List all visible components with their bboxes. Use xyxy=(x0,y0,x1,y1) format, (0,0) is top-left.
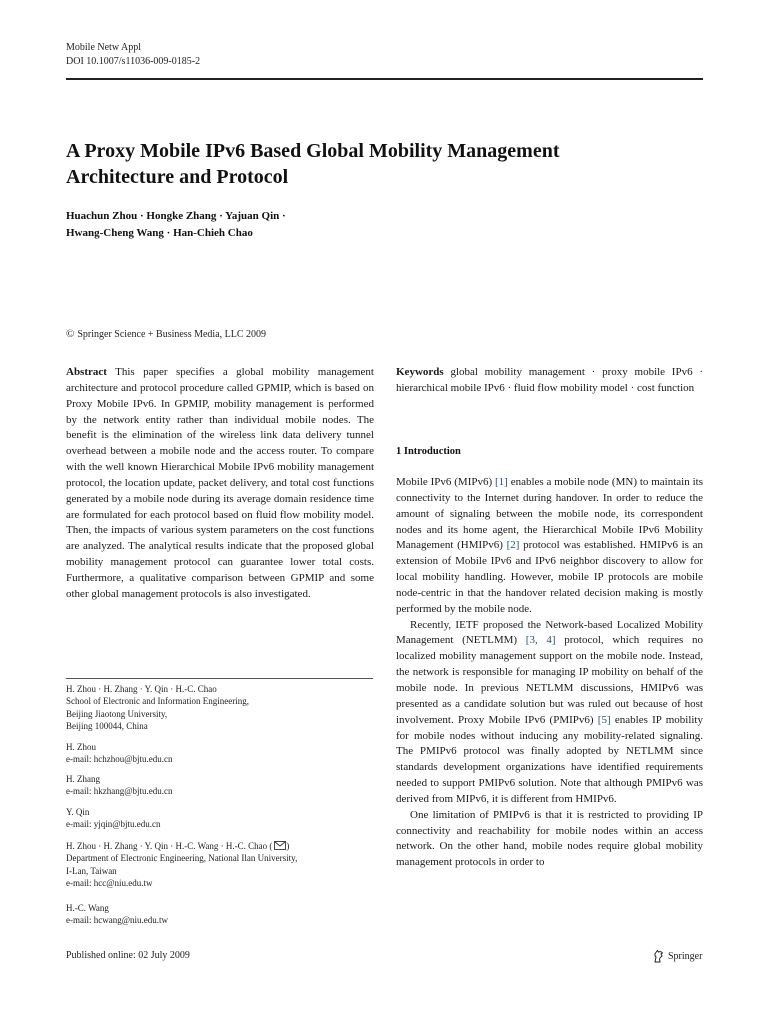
keywords-label: Keywords xyxy=(396,366,444,378)
header-rule xyxy=(66,78,703,80)
copyright-text: Springer Science + Business Media, LLC 2009 xyxy=(77,329,267,340)
section-title-introduction: 1 Introduction xyxy=(396,446,461,457)
affiliation-1 xyxy=(66,683,386,733)
affiliation-names-close: ) xyxy=(286,841,290,851)
email-link[interactable]: e-mail: hcwang@niu.edu.tw xyxy=(66,915,169,926)
doi: DOI 10.1007/s11036-009-0185-2 xyxy=(66,56,201,67)
affiliation-name: H.-C. Wang xyxy=(66,903,109,913)
title-line-1: A Proxy Mobile IPv6 Based Global Mobility Management xyxy=(66,140,560,162)
affiliation-line: School of Electronic and Information Engineering, xyxy=(66,696,249,707)
affiliation-5 xyxy=(66,840,386,890)
springer-horse-icon xyxy=(652,949,665,963)
affiliation-line: Department of Electronic Engineering, National Ilan University, xyxy=(66,853,298,864)
affiliation-name: Y. Qin xyxy=(66,807,90,817)
citation-link[interactable]: [1] xyxy=(495,476,508,488)
intro-p2-text-c: enables IP mobility for mobile nodes without inducing any mobility-related signaling. The PMIPv6 protocol was finally adopted by NETLMM since standards development organizations have identified requirements needed to support PMIPv6 solution. Note that although PMIPv6 was derived from MIPv6, it is different from HMIPv6. xyxy=(396,713,703,805)
email-link[interactable]: e-mail: hcc@niu.edu.tw xyxy=(66,878,153,889)
journal-name: Mobile Netw Appl xyxy=(66,42,141,53)
citation-link[interactable]: [5] xyxy=(597,713,611,726)
affiliation-name: H. Zhang xyxy=(66,774,100,784)
email-link[interactable]: e-mail: hkzhang@bjtu.edu.cn xyxy=(66,786,173,797)
intro-p2-text-a: Recently, IETF proposed the Network-based Localized Mobility Management (NETLMM) xyxy=(396,618,703,647)
envelope-icon[interactable] xyxy=(274,841,286,850)
copyright-symbol: © xyxy=(66,328,75,340)
published-date: Published online: 02 July 2009 xyxy=(66,950,190,961)
intro-paragraph-1 xyxy=(396,475,703,618)
affiliation-names-text: H. Zhou · H. Zhang · Y. Qin · H.-C. Wang · H.-C. Chao ( xyxy=(66,841,273,851)
email-link[interactable]: e-mail: hchzhou@bjtu.edu.cn xyxy=(66,754,173,765)
intro-paragraph-2 xyxy=(396,618,703,808)
abstract-label: Abstract xyxy=(66,366,107,378)
abstract xyxy=(66,365,374,603)
authors-line-1: Huachun Zhou · Hongke Zhang · Yajuan Qin · xyxy=(66,210,286,222)
affiliation-name: H. Zhou xyxy=(66,742,96,752)
affiliation-line: Beijing 100044, China xyxy=(66,721,148,732)
title-line-2: Architecture and Protocol xyxy=(66,166,289,188)
journal-header xyxy=(66,41,200,69)
affiliation-rule xyxy=(66,678,373,679)
citation-link[interactable]: [2] xyxy=(506,539,520,552)
keywords-text: global mobility management · proxy mobile IPv6 · hierarchical mobile IPv6 · fluid flow mobility model · cost function xyxy=(396,366,704,394)
affiliation-line: Beijing Jiaotong University, xyxy=(66,708,168,719)
intro-p1-text-c: protocol was established. HMIPv6 is an extension of Mobile IPv6 and IPv6 neighbor discovery to allow for local mobility handling. However, mobile IP protocols are mobile node-centric in that the handover related decision making is mostly performed by the mobile node. xyxy=(396,539,703,615)
intro-paragraph-3: One limitation of PMIPv6 is that it is restricted to providing IP connectivity and reachability for mobile nodes within an access network. On the other hand, mobile nodes require global mobility management protocols in order to xyxy=(396,808,703,869)
affiliation-2 xyxy=(66,741,386,766)
affiliation-3 xyxy=(66,773,386,798)
keywords xyxy=(396,365,703,397)
affiliation-names: H. Zhou · H. Zhang · Y. Qin · H.-C. Chao xyxy=(66,684,217,694)
affiliation-line: I-Lan, Taiwan xyxy=(66,865,117,876)
affiliation-names xyxy=(66,840,386,852)
publisher-logo xyxy=(652,949,702,963)
introduction-body xyxy=(396,475,703,871)
affiliation-6 xyxy=(66,902,386,927)
abstract-text: This paper specifies a global mobility management architecture and protocol procedure called GPMIP, which is based on Proxy Mobile IPv6. In GPMIP, mobility management is performed by the network entity rather than individual mobile nodes. The benefit is the elimination of the wireless link data delivery tunnel overhead between a mobile node and the access router. To compare with the well known Hierarchical Mobile IPv6 mobility management protocol, the location update, packet delivery, and total cost functions generated by a mobile node during its average domain residence time are formulated for each protocol based on fluid flow mobility model. Then, the impacts of various system parameters on the cost functions are analyzed. The analytical results indicate that the proposed global mobility management protocol can guarantee lower total costs. Furthermore, a qualitative comparison between GPMIP and some other global management protocols is also investigated. xyxy=(66,366,374,600)
article-title xyxy=(66,138,706,190)
authors-line-2: Hwang-Cheng Wang · Han-Chieh Chao xyxy=(66,227,253,239)
intro-p1-text-a: Mobile IPv6 (MIPv6) xyxy=(396,476,496,488)
citation-link[interactable]: [3, 4] xyxy=(525,634,556,647)
author-list xyxy=(66,208,466,242)
affiliation-4 xyxy=(66,806,386,831)
copyright-notice xyxy=(66,327,266,342)
publisher-name: Springer xyxy=(668,950,703,962)
email-link[interactable]: e-mail: yjqin@bjtu.edu.cn xyxy=(66,819,161,830)
intro-p2-text-b: protocol, which requires no localized mobility management support on the mobile node. Instead, the network is responsible for managing IP mobility on behalf of the mobile node. In previous NETLMM discussions, HMIPv6 was presented as a candidate solution but was ruled out because of host involvement. Proxy Mobile IPv6 (PMIPv6) xyxy=(396,634,703,726)
intro-p1-text-b: enables a mobile node (MN) to maintain its connectivity to the Internet during handover. In order to reduce the amount of signaling between the mobile node, its correspondent nodes and its home agent, the Hierarchical Mobile IPv6 Mobility Management (HMIPv6) xyxy=(396,476,703,552)
